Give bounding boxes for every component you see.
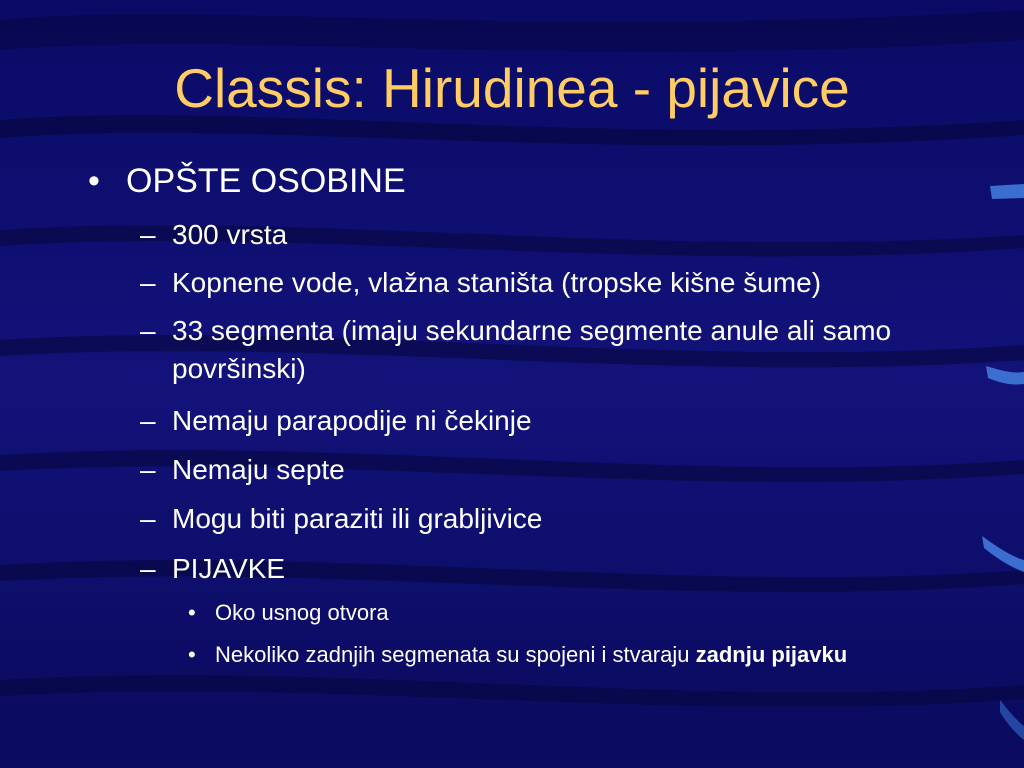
sub-list-item-bold: zadnju pijavku	[695, 642, 848, 667]
dash-icon: –	[140, 503, 156, 534]
sub-list-item-plain: Nekoliko zadnjih segmenata su spojeni i stvaraju	[215, 642, 696, 667]
bullet-icon: •	[88, 162, 100, 200]
bullet-icon: •	[188, 642, 196, 667]
dash-icon: –	[140, 553, 156, 584]
heading-text: OPŠTE OSOBINE	[126, 162, 406, 200]
dash-icon: –	[140, 454, 156, 485]
list-item-text: Nemaju septe	[172, 454, 345, 485]
sub-list-item-text	[215, 640, 935, 670]
sub-list-item-text: Oko usnog otvora	[215, 600, 389, 625]
list-item-text: Nemaju parapodije ni čekinje	[172, 405, 532, 436]
dash-icon: –	[140, 219, 156, 250]
list-item-text: Kopnene vode, vlažna staništa (tropske kišne šume)	[172, 267, 822, 298]
list-item-text: 300 vrsta	[172, 219, 288, 250]
bullet-icon: •	[188, 600, 196, 625]
dash-icon: –	[140, 405, 156, 436]
dash-icon: –	[140, 315, 156, 346]
slide-title: Classis: Hirudinea - pijavice	[174, 57, 850, 119]
list-item-text: PIJAVKE	[172, 553, 286, 584]
list-item-text: Mogu biti paraziti ili grabljivice	[172, 503, 543, 534]
dash-icon: –	[140, 267, 156, 298]
list-item-text: 33 segmenta (imaju sekundarne segmente anule ali samo površinski)	[172, 315, 892, 384]
